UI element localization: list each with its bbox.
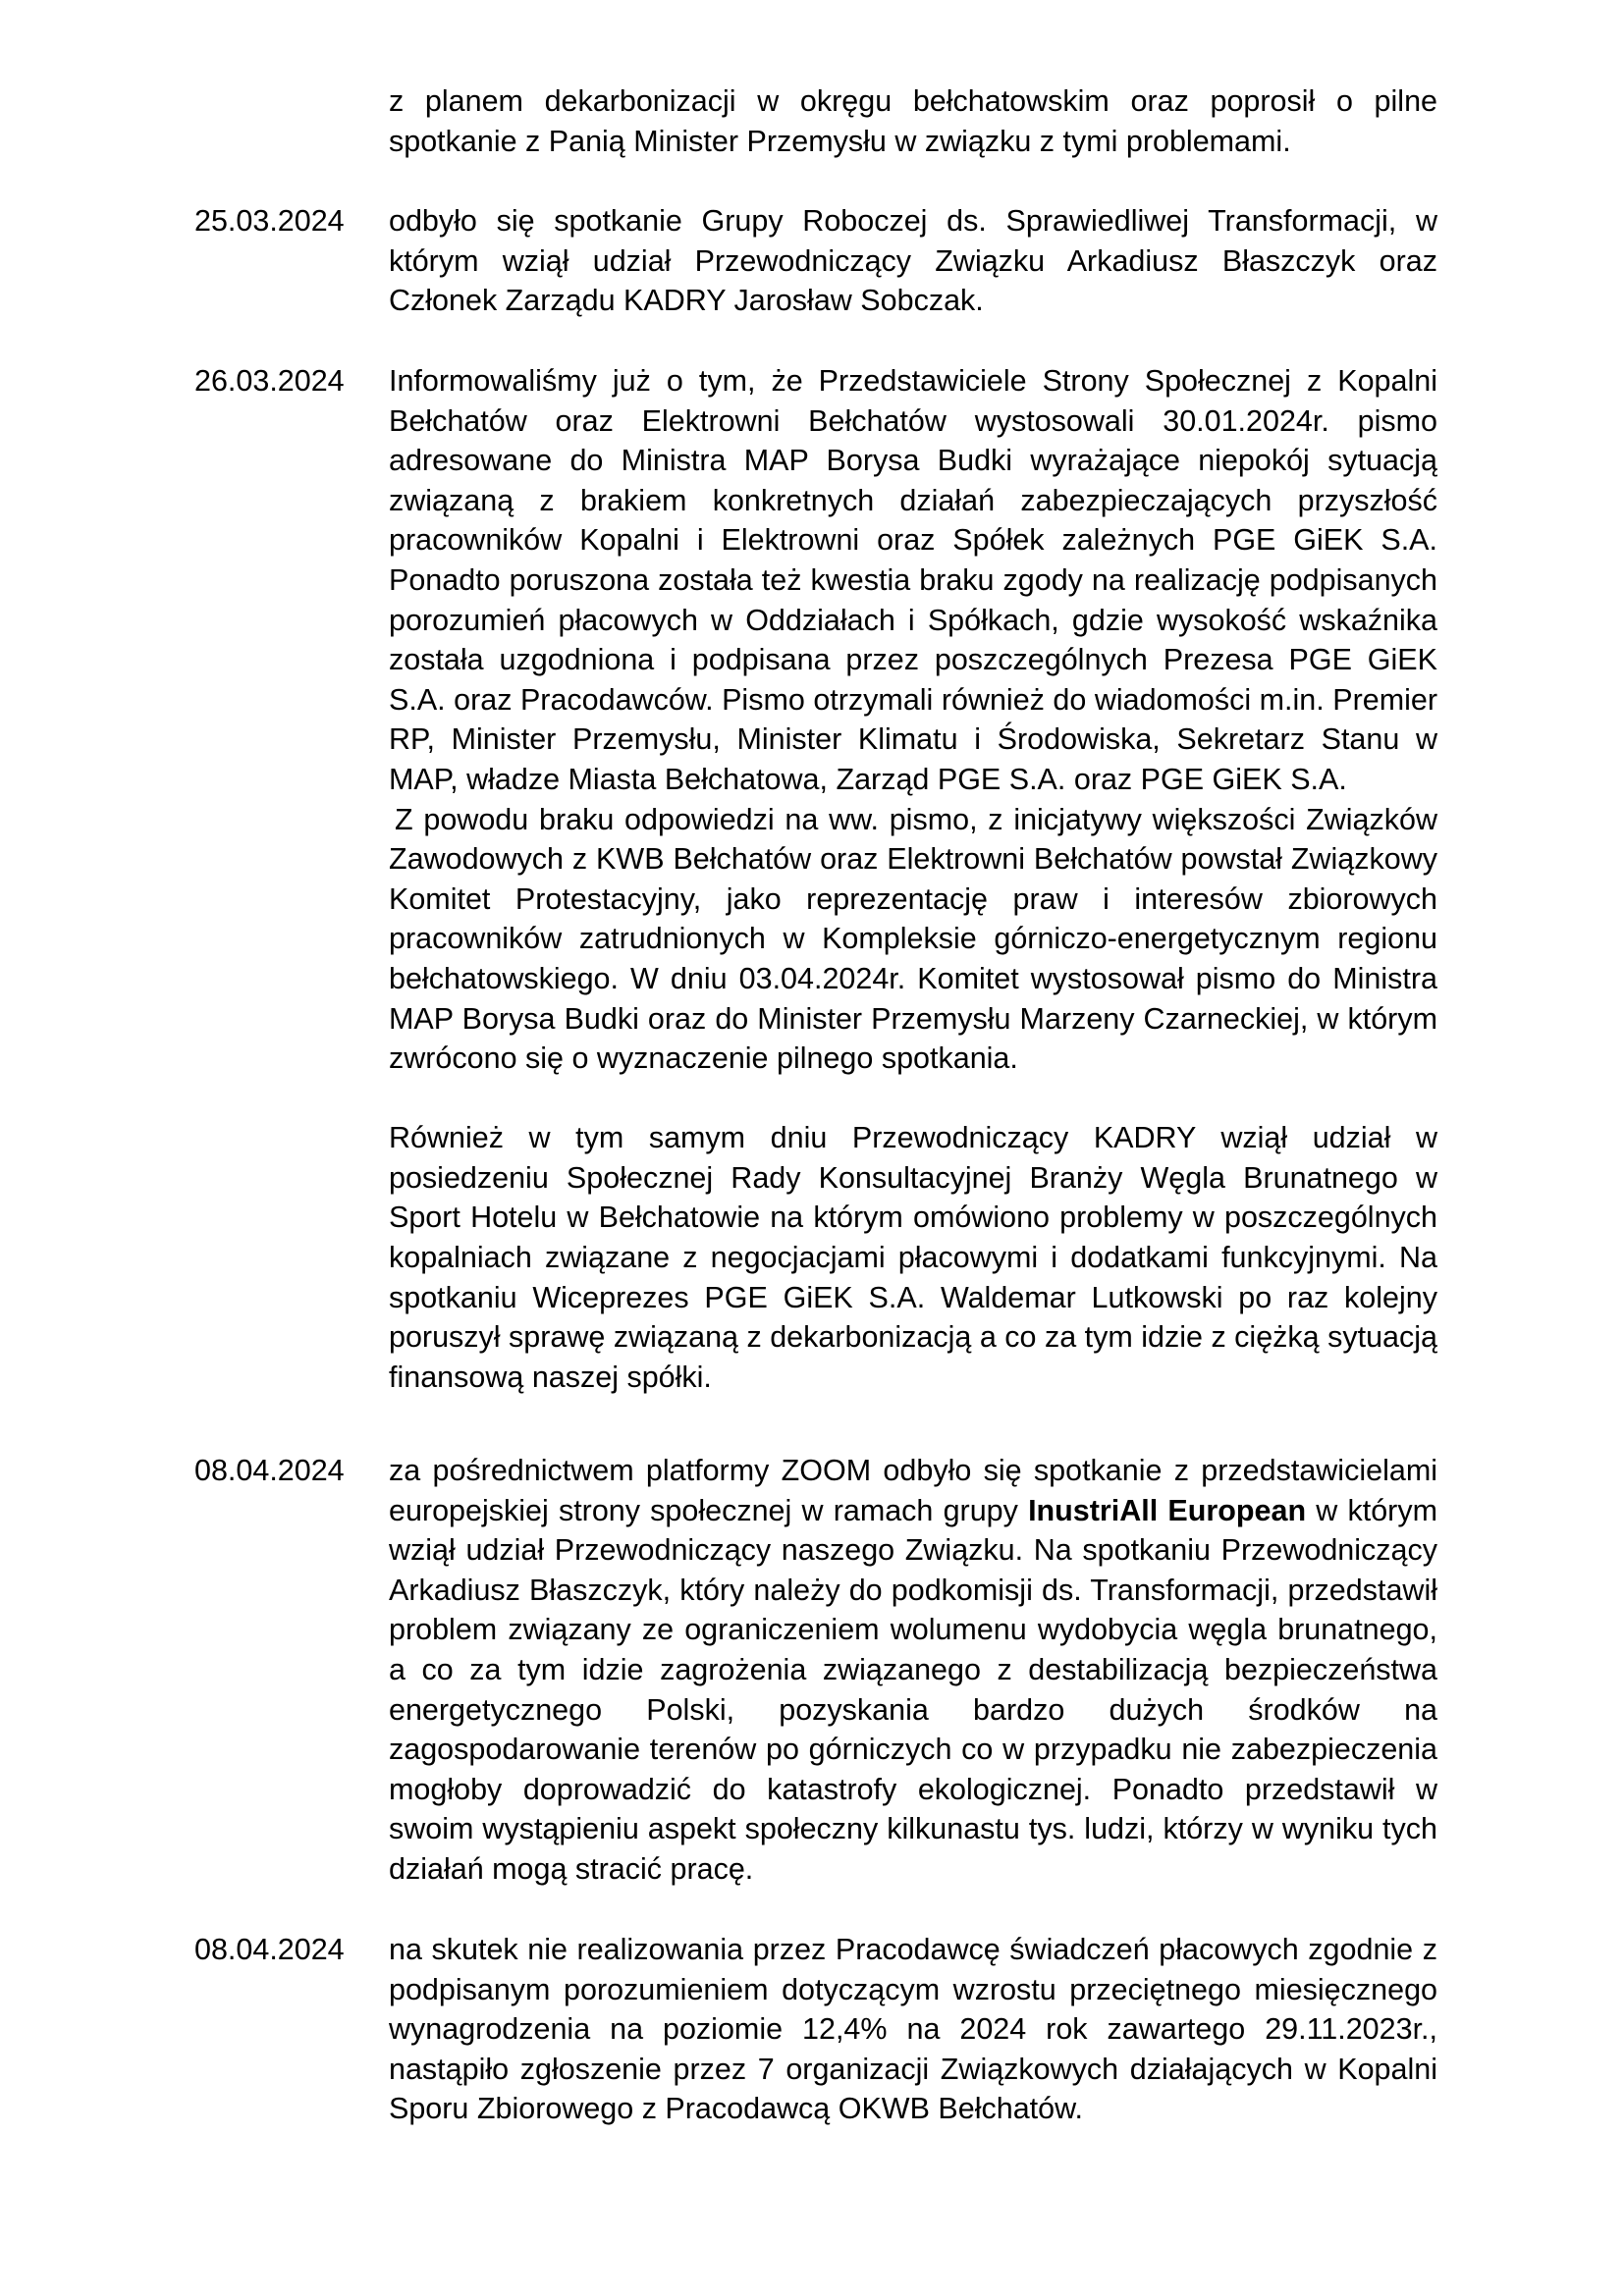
entry-date: 25.03.2024 (194, 204, 345, 238)
paragraph: Z powodu braku odpowiedzi na ww. pismo, z inicjatywy większości Związków Zawodowych z KWB Bełchatów oraz Elektrowni Bełchatów powstał Związkowy Komitet Protestacyjny, jako reprezentację praw i interesów zbiorowych pracowników zatrudnionych w Kompleksie górniczo-energetycznym regionu bełchatowskiego. W dniu 03.04.2024r. Komitet wystosował pismo do Ministra MAP Borysa Budki oraz do Minister Przemysłu Marzeny Czarneckiej, w którym zwrócono się o wyznaczenie pilnego spotkania. (389, 802, 1437, 1076)
paragraph-text: w którym wziął udział Przewodniczący naszego Związku. Na spotkaniu Przewodniczący Arkadiusz Błaszczyk, który należy do podkomisji ds. Transformacji, przedstawił problem związany ze ograniczeniem wolumenu wydobycia węgla brunatnego, a co za tym idzie zagrożenia związanego z destabilizacją bezpieczeństwa energetycznego Polski, pozyskania bardzo dużych środków na zagospodarowanie terenów po górniczych co w przypadku nie zabezpieczenia mogłoby doprowadzić do katastrofy ekologicznej. Ponadto przedstawił w swoim wystąpieniu aspekt społeczny kilkunastu tys. ludzi, którzy w wyniku tych działań mogą stracić pracę. (389, 1493, 1437, 1886)
entry-body (389, 1451, 1437, 1890)
paragraph (389, 1451, 1437, 1890)
paragraph: odbyło się spotkanie Grupy Roboczej ds. Sprawiedliwej Transformacji, w którym wziął udział Przewodniczący Związku Arkadiusz Błaszczyk oraz Członek Zarządu KADRY Jarosław Sobczak. (389, 204, 1437, 318)
entry-body (389, 201, 1437, 321)
entry-date: 08.04.2024 (194, 1933, 345, 1966)
entry-body (389, 1930, 1437, 2129)
entry-date: 08.04.2024 (194, 1454, 345, 1487)
paragraph: na skutek nie realizowania przez Pracodawcę świadczeń płacowych zgodnie z podpisanym porozumieniem dotyczącym wzrostu przeciętnego miesięcznego wynagrodzenia na poziomie 12,4% na 2024 rok zawartego 29.11.2023r., nastąpiło zgłoszenie przez 7 organizacji Związkowych działających w Kopalni Sporu Zbiorowego z Pracodawcą OKWB Bełchatów. (389, 1933, 1437, 2126)
paragraph: Informowaliśmy już o tym, że Przedstawiciele Strony Społecznej z Kopalni Bełchatów oraz Elektrowni Bełchatów wystosowali 30.01.2024r. pismo adresowane do Ministra MAP Borysa Budki wyrażające niepokój sytuacją związaną z brakiem konkretnych działań zabezpieczających przyszłość pracowników Kopalni i Elektrowni oraz Spółek zależnych PGE GiEK S.A. Ponadto poruszona została też kwestia braku zgody na realizację podpisanych porozumień płacowych w Oddziałach i Spółkach, gdzie wysokość wskaźnika została uzgodniona i podpisana przez poszczególnych Prezesa PGE GiEK S.A. oraz Pracodawców. Pismo otrzymali również do wiadomości m.in. Premier RP, Minister Przemysłu, Minister Klimatu i Środowiska, Sekretarz Stanu w MAP, władze Miasta Bełchatowa, Zarząd PGE S.A. oraz PGE GiEK S.A. (389, 364, 1437, 796)
paragraph-text: za pośrednictwem platformy ZOOM odbyło się spotkanie z przedstawicielami europejskiej strony społecznej w ramach grupy (389, 1454, 1437, 1527)
entry-body (389, 81, 1437, 161)
paragraph: Również w tym samym dniu Przewodniczący KADRY wziął udział w posiedzeniu Społecznej Rady Konsultacyjnej Branży Węgla Brunatnego w Sport Hotelu w Bełchatowie na którym omówiono problemy w poszczególnych kopalniach związane z negocjacjami płacowymi i dodatkami funkcyjnymi. Na spotkaniu Wiceprezes PGE GiEK S.A. Waldemar Lutkowski po raz kolejny poruszył sprawę związaną z dekarbonizacją a co za tym idzie z ciężką sytuacją finansową naszej spółki. (389, 1121, 1437, 1394)
organization-name-bold: InustriAll European (1028, 1493, 1307, 1527)
entry-date: 26.03.2024 (194, 364, 345, 398)
entry-body (389, 361, 1437, 1397)
paragraph: z planem dekarbonizacji w okręgu bełchatowskim oraz poprosił o pilne spotkanie z Panią Minister Przemysłu w związku z tymi problemami. (389, 84, 1437, 158)
